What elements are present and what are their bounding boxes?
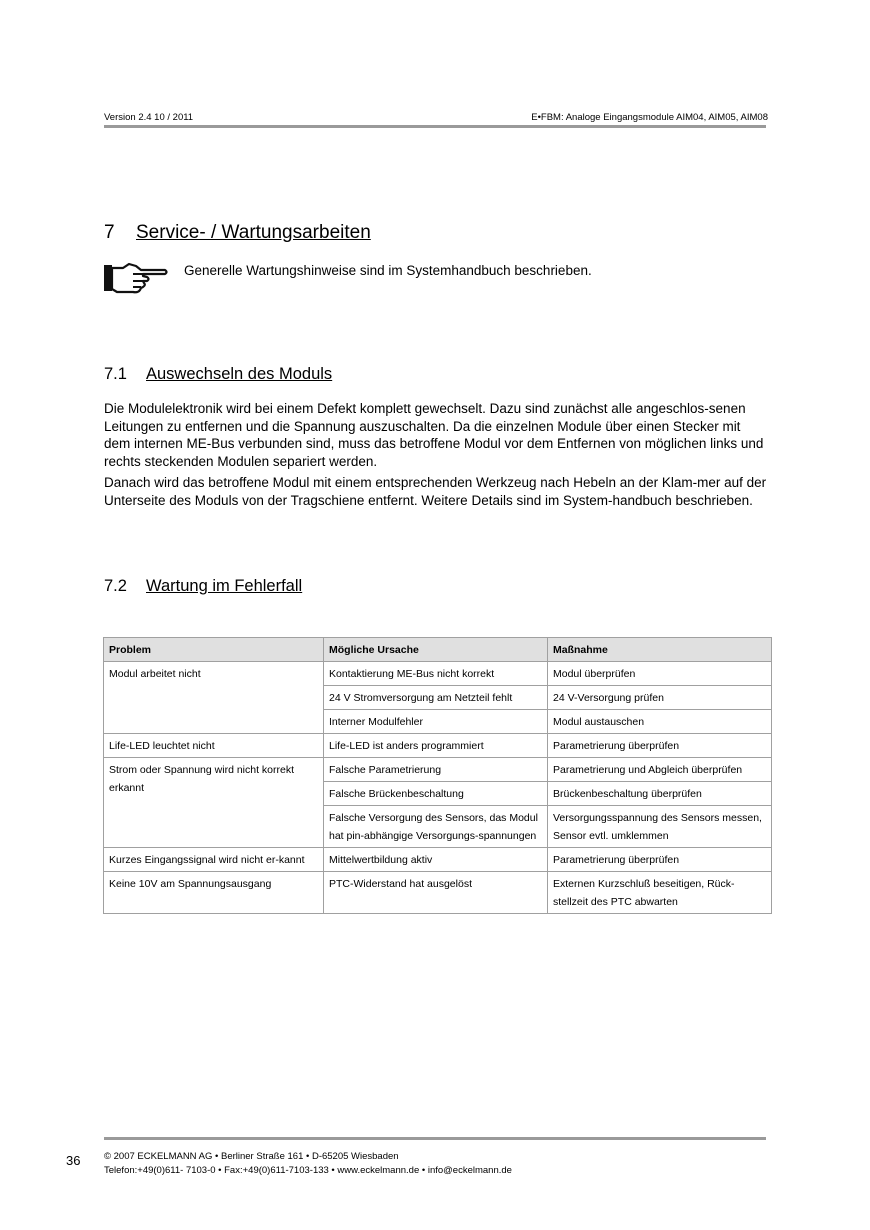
header-version: Version 2.4 10 / 2011: [104, 112, 194, 123]
paragraph-module-removal: Danach wird das betroffene Modul mit einem entsprechenden Werkzeug nach Hebeln an der Klam-mer auf der Unterseite des Moduls von der Tragschiene entfernt. Weitere Details sind im System-handbuch beschrieben.: [104, 475, 767, 508]
header-doc-title: E•FBM: Analoge Eingangsmodule AIM04, AIM05, AIM08: [531, 112, 768, 123]
problem-cell: Modul arbeitet nicht: [104, 662, 324, 734]
footer-rule: [104, 1137, 766, 1140]
column-header-problem: Problem: [104, 638, 324, 662]
table-row: [104, 734, 772, 758]
section-7-1-number: 7.1: [104, 365, 127, 383]
action-cell: Parametrierung überprüfen: [548, 848, 772, 872]
table-row: [104, 758, 772, 782]
section-7-number: 7: [104, 222, 115, 243]
section-7-2-heading: [104, 577, 302, 596]
paragraph-module-replacement: Die Modulelektronik wird bei einem Defekt komplett gewechselt. Dazu sind zunächst alle angeschlos-senen Leitungen zu entfernen und die Spannung auszuschalten. Da die einzelnen Module über einen Stecker mit dem internen ME-Bus verbunden sind, muss das betroffene Modul vor dem Entfernen von möglichen links und rechts steckenden Modulen separiert werden.: [104, 401, 764, 469]
cause-cell: Interner Modulfehler: [324, 710, 548, 734]
column-header-cause: Mögliche Ursache: [324, 638, 548, 662]
action-cell: Versorgungsspannung des Sensors messen, Sensor evtl. umklemmen: [548, 806, 772, 848]
cause-cell: Life-LED ist anders programmiert: [324, 734, 548, 758]
cause-cell: Kontaktierung ME-Bus nicht korrekt: [324, 662, 548, 686]
table-header-row: [104, 638, 772, 662]
troubleshooting-table: [103, 637, 772, 914]
problem-cell: Strom oder Spannung wird nicht korrekt erkannt: [104, 758, 324, 848]
action-cell: Parametrierung und Abgleich überprüfen: [548, 758, 772, 782]
footer-address: © 2007 ECKELMANN AG • Berliner Straße 161 • D-65205 Wiesbaden: [104, 1151, 399, 1162]
action-cell: Modul austauschen: [548, 710, 772, 734]
section-7-2-title: Wartung im Fehlerfall: [146, 577, 303, 595]
cause-cell: Falsche Brückenbeschaltung: [324, 782, 548, 806]
problem-cell: Kurzes Eingangssignal wird nicht er-kannt: [104, 848, 324, 872]
maintenance-note: Generelle Wartungshinweise sind im Systemhandbuch beschrieben.: [184, 263, 592, 278]
page-number: 36: [66, 1153, 81, 1168]
cause-cell: Falsche Parametrierung: [324, 758, 548, 782]
header-rule: [104, 125, 766, 128]
action-cell: 24 V-Versorgung prüfen: [548, 686, 772, 710]
cause-cell: Falsche Versorgung des Sensors, das Modul hat pin-abhängige Versorgungs-spannungen: [324, 806, 548, 848]
section-7-title: Service- / Wartungsarbeiten: [136, 222, 371, 243]
table-row: [104, 872, 772, 914]
action-cell: Externen Kurzschluß beseitigen, Rück-stellzeit des PTC abwarten: [548, 872, 772, 914]
action-cell: Brückenbeschaltung überprüfen: [548, 782, 772, 806]
cause-cell: Mittelwertbildung aktiv: [324, 848, 548, 872]
section-7-heading: [104, 222, 371, 244]
section-7-2-number: 7.2: [104, 577, 127, 595]
section-7-1-heading: [104, 365, 332, 384]
section-7-1-title: Auswechseln des Moduls: [146, 365, 333, 383]
table-row: [104, 662, 772, 686]
problem-cell: Keine 10V am Spannungsausgang: [104, 872, 324, 914]
cause-cell: 24 V Stromversorgung am Netzteil fehlt: [324, 686, 548, 710]
action-cell: Parametrierung überprüfen: [548, 734, 772, 758]
table-row: [104, 848, 772, 872]
column-header-action: Maßnahme: [548, 638, 772, 662]
pointing-hand-icon: [103, 262, 169, 294]
cause-cell: PTC-Widerstand hat ausgelöst: [324, 872, 548, 914]
problem-cell: Life-LED leuchtet nicht: [104, 734, 324, 758]
action-cell: Modul überprüfen: [548, 662, 772, 686]
footer-contact: Telefon:+49(0)611- 7103-0 • Fax:+49(0)611-7103-133 • www.eckelmann.de • info@eckelmann.de: [104, 1165, 512, 1176]
